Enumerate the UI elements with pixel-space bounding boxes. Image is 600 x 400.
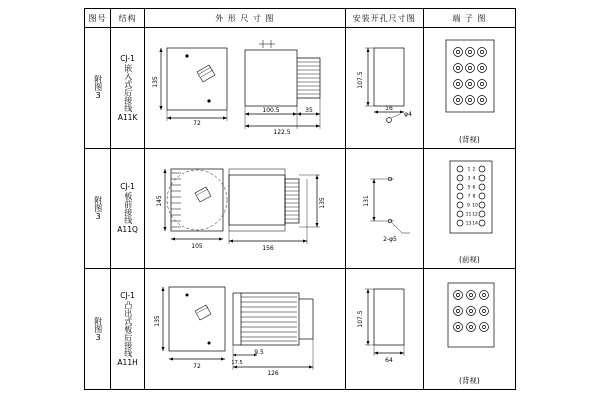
dim-35: 35	[305, 107, 313, 114]
cell-mounting-2	[345, 148, 423, 269]
table-row	[85, 28, 516, 149]
cell-fig-no-3	[85, 269, 111, 390]
cell-structure-2	[111, 148, 145, 269]
structure-desc-2: 板前接线	[123, 192, 133, 225]
cell-terminal-1	[423, 28, 515, 149]
mounting-drawing-2	[346, 149, 423, 269]
svg-text:12: 12	[471, 212, 478, 218]
dim-105: 105	[191, 242, 203, 250]
dim-phi4: φ4	[403, 111, 412, 118]
structure-model-1: CJ-1	[120, 53, 135, 63]
terminal-caption-3: (背视)	[458, 376, 480, 385]
svg-text:11: 11	[465, 212, 472, 218]
cell-outline-1	[145, 28, 345, 149]
structure-code-1: A11K	[117, 112, 138, 122]
svg-text:13: 13	[465, 221, 472, 227]
header-fig-no: 图号	[85, 9, 111, 28]
svg-text:4: 4	[472, 176, 476, 182]
dim-72-c: 72	[193, 363, 201, 371]
structure-desc-3: 凸出式板后接线	[123, 301, 133, 358]
structure-code-2: A11Q	[117, 225, 138, 235]
dim-135-b: 135	[319, 196, 327, 209]
svg-text:5: 5	[467, 185, 471, 191]
structure-model-2: CJ-1	[120, 182, 135, 192]
svg-text:9: 9	[466, 203, 470, 209]
table-row	[85, 148, 516, 269]
cell-fig-no-2	[85, 148, 111, 269]
cell-fig-no-1	[85, 28, 111, 149]
dim-16: 16	[384, 105, 393, 112]
dim-107-5-c: 107.5	[356, 310, 364, 328]
header-terminal: 端 子 图	[423, 9, 515, 28]
outline-drawing-1	[145, 28, 344, 148]
header-structure: 结构	[111, 9, 145, 28]
dim-72: 72	[193, 120, 201, 127]
fig-no-label-3: 附图3	[93, 316, 103, 342]
mounting-drawing-3	[346, 269, 423, 389]
outline-drawing-3	[145, 269, 344, 389]
structure-code-3: A11H	[117, 358, 138, 368]
table-row	[85, 269, 516, 390]
svg-text:3: 3	[467, 176, 471, 182]
terminal-drawing-1	[424, 28, 515, 148]
svg-text:7: 7	[467, 194, 471, 200]
dim-126: 126	[267, 370, 279, 378]
dim-156: 156	[262, 244, 274, 252]
fig-no-label-1: 附图3	[93, 75, 103, 101]
terminal-caption-2: (前视)	[458, 255, 480, 265]
table-header-row	[85, 9, 516, 28]
header-mounting-dim: 安装开孔尺寸图	[345, 9, 423, 28]
svg-text:8: 8	[472, 194, 476, 200]
fig-no-label-2: 附图3	[93, 195, 103, 221]
cell-terminal-2	[423, 148, 515, 269]
structure-model-3: CJ-1	[120, 291, 135, 301]
dim-9-5: 9.5	[254, 349, 264, 357]
svg-text:14: 14	[471, 221, 478, 227]
dim-135-c: 135	[154, 315, 162, 328]
cell-terminal-3	[423, 269, 515, 390]
svg-text:1: 1	[467, 167, 471, 173]
dim-135: 135	[152, 76, 160, 88]
dim-64: 64	[384, 357, 393, 365]
cell-structure-1	[111, 28, 145, 149]
cell-structure-3	[111, 269, 145, 390]
svg-text:6: 6	[472, 185, 476, 191]
cell-mounting-1	[345, 28, 423, 149]
specification-table	[84, 8, 516, 390]
svg-text:10: 10	[471, 203, 478, 209]
cell-outline-3	[145, 269, 345, 390]
cell-mounting-3	[345, 269, 423, 390]
terminal-drawing-2	[424, 149, 515, 269]
mounting-drawing-1	[346, 28, 423, 148]
dim-122-5: 122.5	[273, 129, 291, 136]
header-outline-dim: 外 形 尺 寸 图	[145, 9, 345, 28]
cell-outline-2	[145, 148, 345, 269]
dim-131: 131	[362, 194, 370, 207]
structure-desc-1: 嵌入式后接线	[123, 63, 133, 112]
dim-145: 145	[156, 194, 164, 207]
svg-text:2: 2	[472, 167, 476, 173]
terminal-drawing-3	[424, 269, 515, 389]
dim-2-phi5: 2-φ5	[382, 235, 397, 243]
dim-107-5: 107.5	[356, 71, 364, 89]
dim-100-5: 100.5	[262, 107, 280, 114]
outline-drawing-2	[145, 149, 344, 269]
dim-17-5: 17.5	[231, 360, 243, 367]
terminal-caption-1: (背视)	[458, 134, 480, 144]
